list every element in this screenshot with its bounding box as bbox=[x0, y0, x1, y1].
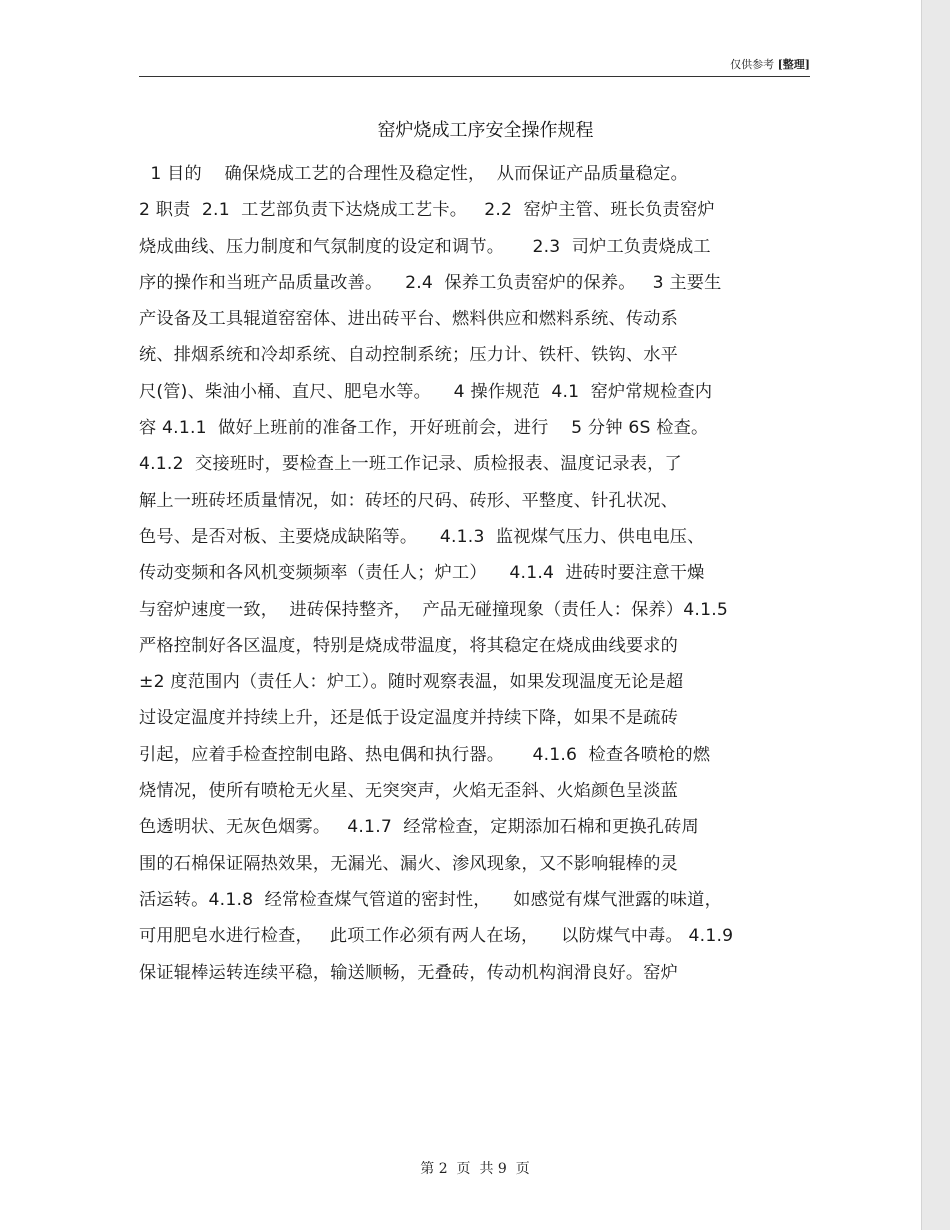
body-line: 可用肥皂水进行检查， 此项工作必须有两人在场， 以防煤气中毒。 4.1.9 bbox=[139, 926, 734, 947]
body-line: 产设备及工具辊道窑窑体、进出砖平台、燃料供应和燃料系统、传动系 bbox=[139, 309, 679, 330]
body-line: 传动变频和各风机变频频率（责任人；炉工） 4.1.4 进砖时要注意干燥 bbox=[139, 563, 705, 584]
document-body bbox=[139, 156, 809, 991]
body-line: 烧成曲线、压力制度和气氛制度的设定和调节。 2.3 司炉工负责烧成工 bbox=[139, 236, 711, 257]
header-divider bbox=[139, 76, 810, 77]
body-line: 围的石棉保证隔热效果，无漏光、漏火、渗风现象，又不影响辊棒的灵 bbox=[139, 853, 679, 874]
body-line: 引起，应着手检查控制电路、热电偶和执行器。 4.1.6 检查各喷枪的燃 bbox=[139, 744, 711, 765]
body-line: 严格控制好各区温度，特别是烧成带温度，将其稳定在烧成曲线要求的 bbox=[139, 635, 679, 656]
body-line: ±2 度范围内（责任人：炉工）。随时观察表温，如果发现温度无论是超 bbox=[139, 672, 684, 693]
body-line: 过设定温度并持续上升，还是低于设定温度并持续下降，如果不是疏砖 bbox=[139, 708, 679, 729]
body-line: 4.1.2 交接班时，要检查上一班工作记录、质检报表、温度记录表，了 bbox=[139, 454, 682, 475]
body-line: 色透明状、无灰色烟雾。 4.1.7 经常检查，定期添加石棉和更换孔砖周 bbox=[139, 817, 699, 838]
header-note: 仅供参考 bbox=[730, 58, 775, 71]
body-line: 尺(管)、柴油小桶、直尺、肥皂水等。 4 操作规范 4.1 窑炉常规检查内 bbox=[139, 381, 713, 402]
header-tag: [整理] bbox=[777, 58, 810, 71]
body-line: 统、排烟系统和冷却系统、自动控制系统；压力计、铁杆、铁钩、水平 bbox=[139, 345, 679, 366]
body-line: 保证辊棒运转连续平稳，输送顺畅，无叠砖，传动机构润滑良好。窑炉 bbox=[139, 962, 679, 983]
body-line: 与窑炉速度一致， 进砖保持整齐， 产品无碰撞现象（责任人：保养）4.1.5 bbox=[139, 599, 729, 620]
body-line: 活运转。4.1.8 经常检查煤气管道的密封性， 如感觉有煤气泄露的味道， bbox=[139, 889, 722, 910]
body-line: 容 4.1.1 做好上班前的准备工作，开好班前会，进行 5 分钟 6S 检查。 bbox=[139, 418, 709, 439]
page-header bbox=[730, 56, 810, 72]
page-number: 第 2 页 共 9 页 bbox=[420, 1161, 530, 1177]
body-line: 序的操作和当班产品质量改善。 2.4 保养工负责窑炉的保养。 3 主要生 bbox=[139, 272, 722, 293]
body-line: 烧情况，使所有喷枪无火星、无突突声，火焰无歪斜、火焰颜色呈淡蓝 bbox=[139, 781, 679, 802]
document-title: 窑炉烧成工序安全操作规程 bbox=[377, 120, 594, 141]
body-line: 2 职责 2.1 工艺部负责下达烧成工艺卡。 2.2 窑炉主管、班长负责窑炉 bbox=[139, 200, 715, 221]
body-line: 1 目的 确保烧成工艺的合理性及稳定性， 从而保证产品质量稳定。 bbox=[139, 164, 688, 184]
body-line: 解上一班砖坯质量情况，如：砖坯的尺码、砖形、平整度、针孔状况、 bbox=[139, 490, 679, 511]
body-line: 色号、是否对板、主要烧成缺陷等。 4.1.3 监视煤气压力、供电电压、 bbox=[139, 526, 705, 547]
